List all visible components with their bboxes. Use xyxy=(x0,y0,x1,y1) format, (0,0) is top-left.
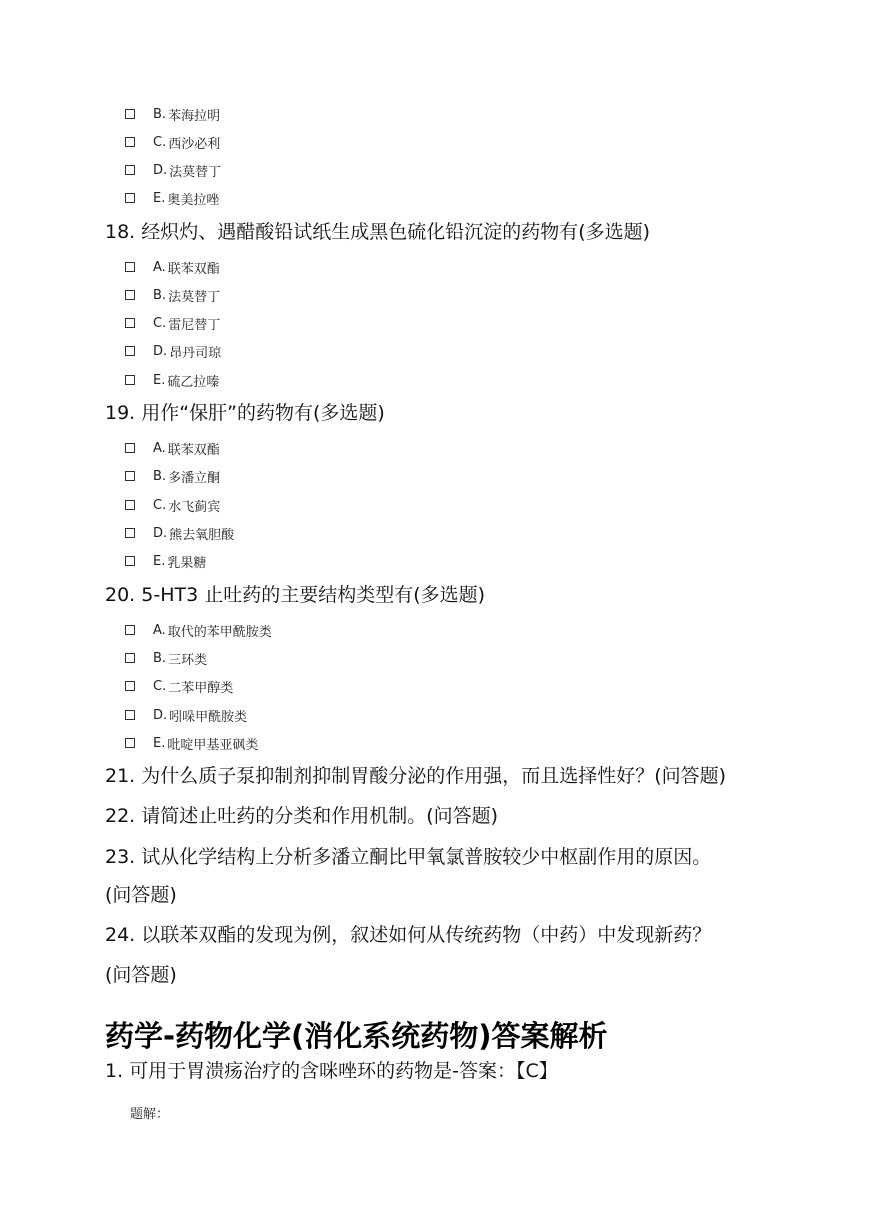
checkbox[interactable] xyxy=(125,165,135,175)
checkbox[interactable] xyxy=(125,318,135,328)
option-text: 三环类 xyxy=(168,652,208,668)
option-letter: D. xyxy=(153,525,168,541)
option-q19-e[interactable] xyxy=(125,551,206,571)
checkbox[interactable] xyxy=(125,109,135,119)
checkbox[interactable] xyxy=(125,738,135,748)
question-23-line2: (问答题) xyxy=(105,884,177,906)
explanation-label: 题解： xyxy=(130,1107,170,1122)
question-24-line1: 24. 以联苯双酯的发现为例，叙述如何从传统药物（中药）中发现新药？ xyxy=(105,924,712,946)
option-letter: B. xyxy=(153,468,167,484)
checkbox[interactable] xyxy=(125,443,135,453)
option-text: 奥美拉唑 xyxy=(167,192,220,208)
option-text: 吲哚甲酰胺类 xyxy=(169,709,248,725)
option-letter: E. xyxy=(153,553,166,569)
option-letter: A. xyxy=(153,622,166,638)
checkbox[interactable] xyxy=(125,471,135,481)
option-text: 雷尼替丁 xyxy=(168,317,221,333)
option-q20-c[interactable] xyxy=(125,676,233,696)
option-q17-b[interactable] xyxy=(125,104,220,124)
option-letter: B. xyxy=(153,106,167,122)
option-text: 苯海拉明 xyxy=(168,108,221,124)
checkbox[interactable] xyxy=(125,710,135,720)
option-letter: B. xyxy=(153,650,167,666)
option-text: 水飞蓟宾 xyxy=(168,499,221,515)
option-q18-e[interactable] xyxy=(125,370,219,390)
question-18-title: 18. 经炽灼、遇醋酸铅试纸生成黑色硫化铅沉淀的药物有(多选题) xyxy=(105,221,651,243)
answer-1: 1. 可用于胃溃疡治疗的含咪唑环的药物是-答案：【C】 xyxy=(105,1060,558,1082)
option-text: 法莫替丁 xyxy=(169,164,222,180)
answer-section-heading: 药学-药物化学(消化系统药物)答案解析 xyxy=(105,1019,608,1053)
option-text: 法莫替丁 xyxy=(168,289,221,305)
question-22: 22. 请简述止吐药的分类和作用机制。(问答题) xyxy=(105,805,499,827)
option-q19-a[interactable] xyxy=(125,438,220,458)
checkbox[interactable] xyxy=(125,193,135,203)
option-text: 吡啶甲基亚砜类 xyxy=(167,737,259,753)
question-19-title: 19. 用作“保肝”的药物有(多选题) xyxy=(105,402,385,424)
option-letter: A. xyxy=(153,440,166,456)
option-letter: C. xyxy=(153,678,167,694)
option-letter: E. xyxy=(153,735,166,751)
question-24-line2: (问答题) xyxy=(105,964,177,986)
option-q20-b[interactable] xyxy=(125,648,207,668)
option-letter: C. xyxy=(153,315,167,331)
option-text: 乳果糖 xyxy=(167,555,207,571)
checkbox[interactable] xyxy=(125,653,135,663)
option-letter: D. xyxy=(153,343,168,359)
option-letter: C. xyxy=(153,497,167,513)
option-text: 西沙必利 xyxy=(168,136,221,152)
option-q17-c[interactable] xyxy=(125,132,220,152)
option-q17-d[interactable] xyxy=(125,160,221,180)
option-letter: A. xyxy=(153,259,166,275)
option-text: 联苯双酯 xyxy=(167,442,220,458)
option-text: 熊去氧胆酸 xyxy=(169,527,235,543)
option-letter: D. xyxy=(153,162,168,178)
checkbox[interactable] xyxy=(125,290,135,300)
checkbox[interactable] xyxy=(125,625,135,635)
checkbox[interactable] xyxy=(125,262,135,272)
question-21: 21. 为什么质子泵抑制剂抑制胃酸分泌的作用强，而且选择性好？(问答题) xyxy=(105,765,727,787)
question-20-title: 20. 5-HT3 止吐药的主要结构类型有(多选题) xyxy=(105,584,486,606)
option-q18-b[interactable] xyxy=(125,285,220,305)
option-text: 联苯双酯 xyxy=(167,261,220,277)
checkbox[interactable] xyxy=(125,681,135,691)
option-letter: B. xyxy=(153,287,167,303)
option-q19-d[interactable] xyxy=(125,523,234,543)
option-text: 昂丹司琼 xyxy=(169,345,222,361)
option-letter: D. xyxy=(153,707,168,723)
checkbox[interactable] xyxy=(125,137,135,147)
option-q18-a[interactable] xyxy=(125,257,220,277)
option-q18-d[interactable] xyxy=(125,341,221,361)
option-text: 取代的苯甲酰胺类 xyxy=(167,624,272,640)
option-letter: C. xyxy=(153,134,167,150)
option-q19-c[interactable] xyxy=(125,495,220,515)
option-text: 二苯甲醇类 xyxy=(168,680,234,696)
option-q20-a[interactable] xyxy=(125,620,272,640)
option-q19-b[interactable] xyxy=(125,466,220,486)
option-q17-e[interactable] xyxy=(125,188,219,208)
checkbox[interactable] xyxy=(125,346,135,356)
option-q20-d[interactable] xyxy=(125,705,247,725)
checkbox[interactable] xyxy=(125,556,135,566)
option-q20-e[interactable] xyxy=(125,733,258,753)
checkbox[interactable] xyxy=(125,375,135,385)
option-letter: E. xyxy=(153,372,166,388)
option-q18-c[interactable] xyxy=(125,313,220,333)
checkbox[interactable] xyxy=(125,528,135,538)
option-text: 多潘立酮 xyxy=(168,470,221,486)
checkbox[interactable] xyxy=(125,500,135,510)
option-letter: E. xyxy=(153,190,166,206)
question-23-line1: 23. 试从化学结构上分析多潘立酮比甲氧氯普胺较少中枢副作用的原因。 xyxy=(105,846,712,868)
option-text: 硫乙拉嗪 xyxy=(167,374,220,390)
